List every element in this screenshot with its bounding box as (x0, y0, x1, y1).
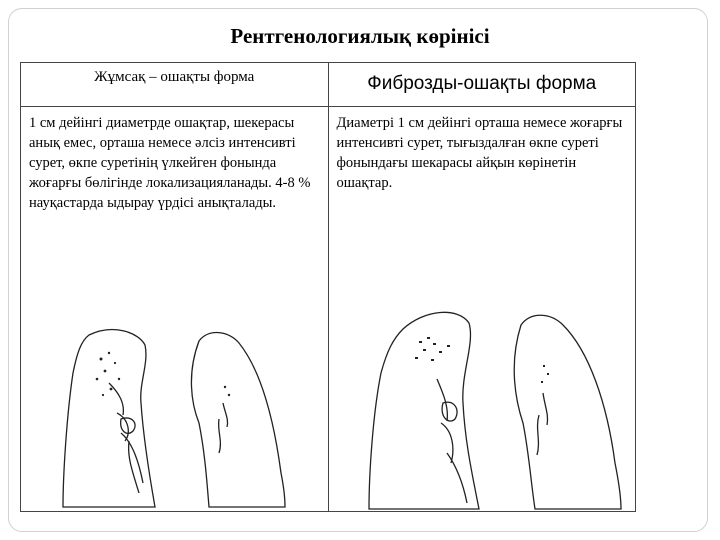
right-header-cell: Фиброзды-ошақты форма (328, 63, 636, 107)
right-description: Диаметрі 1 см дейінгі орташа немесе жоғарғы интенсивті сурет, тығыздалған өкпе суреті фонындағы шекарасы айқын көрінетін ошақтар. (336, 115, 623, 191)
left-header-cell: Жұмсақ – ошақты форма (21, 63, 329, 107)
slide-title: Рентгенологиялық көрінісі (230, 24, 490, 48)
body-row (21, 107, 636, 512)
left-description: 1 см дейінгі диаметрде ошақтар, шекерасы анық емес, орташа немесе әлсіз интенсивті сурет, өкпе суретінің үлкейген фонында жоғарғы бөлігінде локализацияланады. 4-8 % науқастарда ыдырау үрдісі анықталады. (29, 115, 311, 211)
comparison-table (20, 62, 636, 512)
left-body-cell (21, 107, 329, 512)
lungs-sketch-right-icon (363, 303, 633, 513)
right-body-cell (328, 107, 636, 512)
header-row (21, 63, 636, 107)
lungs-sketch-left-icon (59, 323, 303, 513)
